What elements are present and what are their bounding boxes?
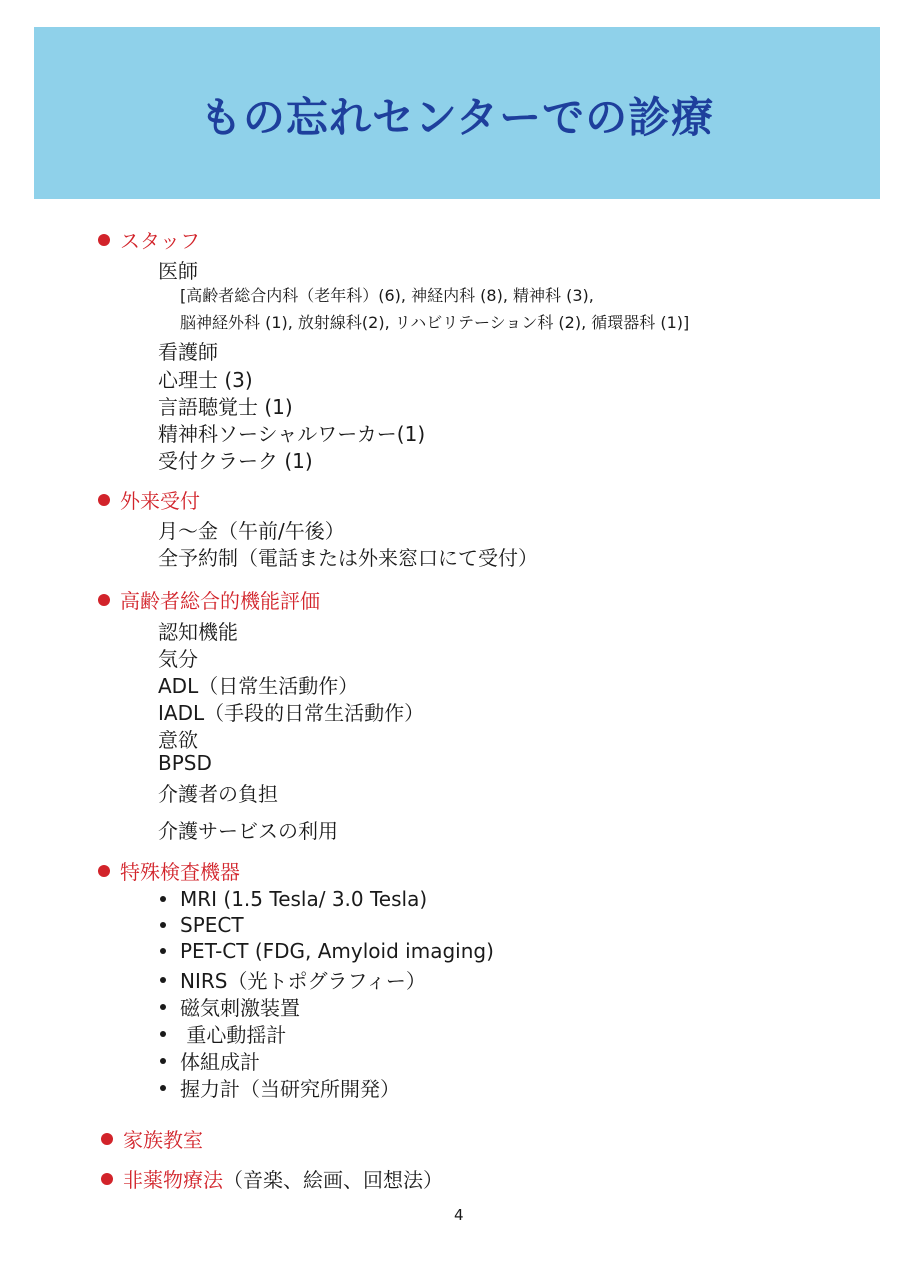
staff-doctor-detail-2: 脳神経外科 (1), 放射線科(2), リハビリテーション科 (2), 循環器科 (1)] bbox=[180, 313, 690, 332]
section-assessment-title: 高齢者総合的機能評価 bbox=[120, 589, 320, 613]
section-family-class-heading bbox=[101, 1124, 203, 1153]
outpatient-reservation: 全予約制（電話または外来窓口にて受付） bbox=[158, 546, 538, 570]
section-staff-title: スタッフ bbox=[120, 229, 200, 253]
section-equipment-title: 特殊検査機器 bbox=[120, 860, 240, 884]
section-non-drug-heading bbox=[101, 1164, 443, 1193]
staff-doctor: 医師 bbox=[158, 259, 198, 283]
assessment-item: ADL（日常生活動作） bbox=[158, 674, 359, 698]
red-bullet-icon bbox=[101, 1173, 113, 1185]
outpatient-days: 月～金（午前/午後） bbox=[158, 519, 345, 543]
bullet-icon bbox=[160, 1004, 166, 1010]
bullet-icon bbox=[160, 1085, 166, 1091]
bullet-icon bbox=[160, 896, 166, 902]
staff-clerk: 受付クラーク (1) bbox=[158, 449, 313, 473]
section-assessment-heading bbox=[98, 585, 320, 614]
assessment-item: 意欲 bbox=[158, 728, 198, 752]
equipment-item bbox=[160, 939, 494, 963]
section-non-drug-title: 非薬物療法 bbox=[123, 1168, 223, 1192]
staff-doctor-detail-1: [高齢者総合内科（老年科）(6), 神経内科 (8), 精神科 (3), bbox=[180, 286, 594, 305]
equipment-item-label: 体組成計 bbox=[180, 1050, 260, 1074]
bullet-icon bbox=[160, 1058, 166, 1064]
page-title: もの忘れセンターでの診療 bbox=[199, 93, 715, 142]
equipment-item-label: NIRS（光トポグラフィー） bbox=[180, 969, 426, 993]
staff-speech-therapist: 言語聴覚士 (1) bbox=[158, 395, 293, 419]
bullet-icon bbox=[160, 948, 166, 954]
assessment-item: 認知機能 bbox=[158, 620, 238, 644]
equipment-item-label: 磁気刺激装置 bbox=[180, 996, 300, 1020]
staff-social-worker: 精神科ソーシャルワーカー(1) bbox=[158, 422, 426, 446]
red-bullet-icon bbox=[98, 494, 110, 506]
staff-psychologist: 心理士 (3) bbox=[158, 368, 253, 392]
red-bullet-icon bbox=[98, 234, 110, 246]
equipment-item bbox=[160, 1019, 286, 1048]
equipment-item-label: PET-CT (FDG, Amyloid imaging) bbox=[180, 939, 494, 963]
equipment-item bbox=[160, 887, 427, 911]
assessment-item: 介護者の負担 bbox=[158, 782, 278, 806]
section-non-drug-detail: （音楽、絵画、回想法） bbox=[223, 1168, 443, 1192]
assessment-item: 気分 bbox=[158, 647, 198, 671]
equipment-item bbox=[160, 965, 426, 994]
equipment-item bbox=[160, 1046, 260, 1075]
red-bullet-icon bbox=[98, 865, 110, 877]
section-family-class-title: 家族教室 bbox=[123, 1128, 203, 1152]
assessment-item: 介護サービスの利用 bbox=[158, 819, 338, 843]
section-equipment-heading bbox=[98, 856, 240, 885]
bullet-icon bbox=[160, 1031, 166, 1037]
section-staff-heading bbox=[98, 225, 200, 254]
equipment-item bbox=[160, 992, 300, 1021]
section-outpatient-title: 外来受付 bbox=[120, 489, 200, 513]
equipment-item bbox=[160, 913, 244, 937]
assessment-item: IADL（手段的日常生活動作） bbox=[158, 701, 425, 725]
equipment-item-label: 握力計（当研究所開発） bbox=[180, 1077, 400, 1101]
section-outpatient-heading bbox=[98, 485, 200, 514]
equipment-item-label: SPECT bbox=[180, 913, 244, 937]
page-number: 4 bbox=[454, 1206, 464, 1224]
equipment-item-label: MRI (1.5 Tesla/ 3.0 Tesla) bbox=[180, 887, 428, 911]
assessment-item: BPSD bbox=[158, 751, 212, 775]
bullet-icon bbox=[160, 922, 166, 928]
equipment-item bbox=[160, 1073, 400, 1102]
red-bullet-icon bbox=[101, 1133, 113, 1145]
equipment-item-label: 重心動揺計 bbox=[180, 1023, 287, 1047]
header-banner bbox=[34, 27, 880, 199]
staff-nurse: 看護師 bbox=[158, 340, 218, 364]
red-bullet-icon bbox=[98, 594, 110, 606]
bullet-icon bbox=[160, 977, 166, 983]
